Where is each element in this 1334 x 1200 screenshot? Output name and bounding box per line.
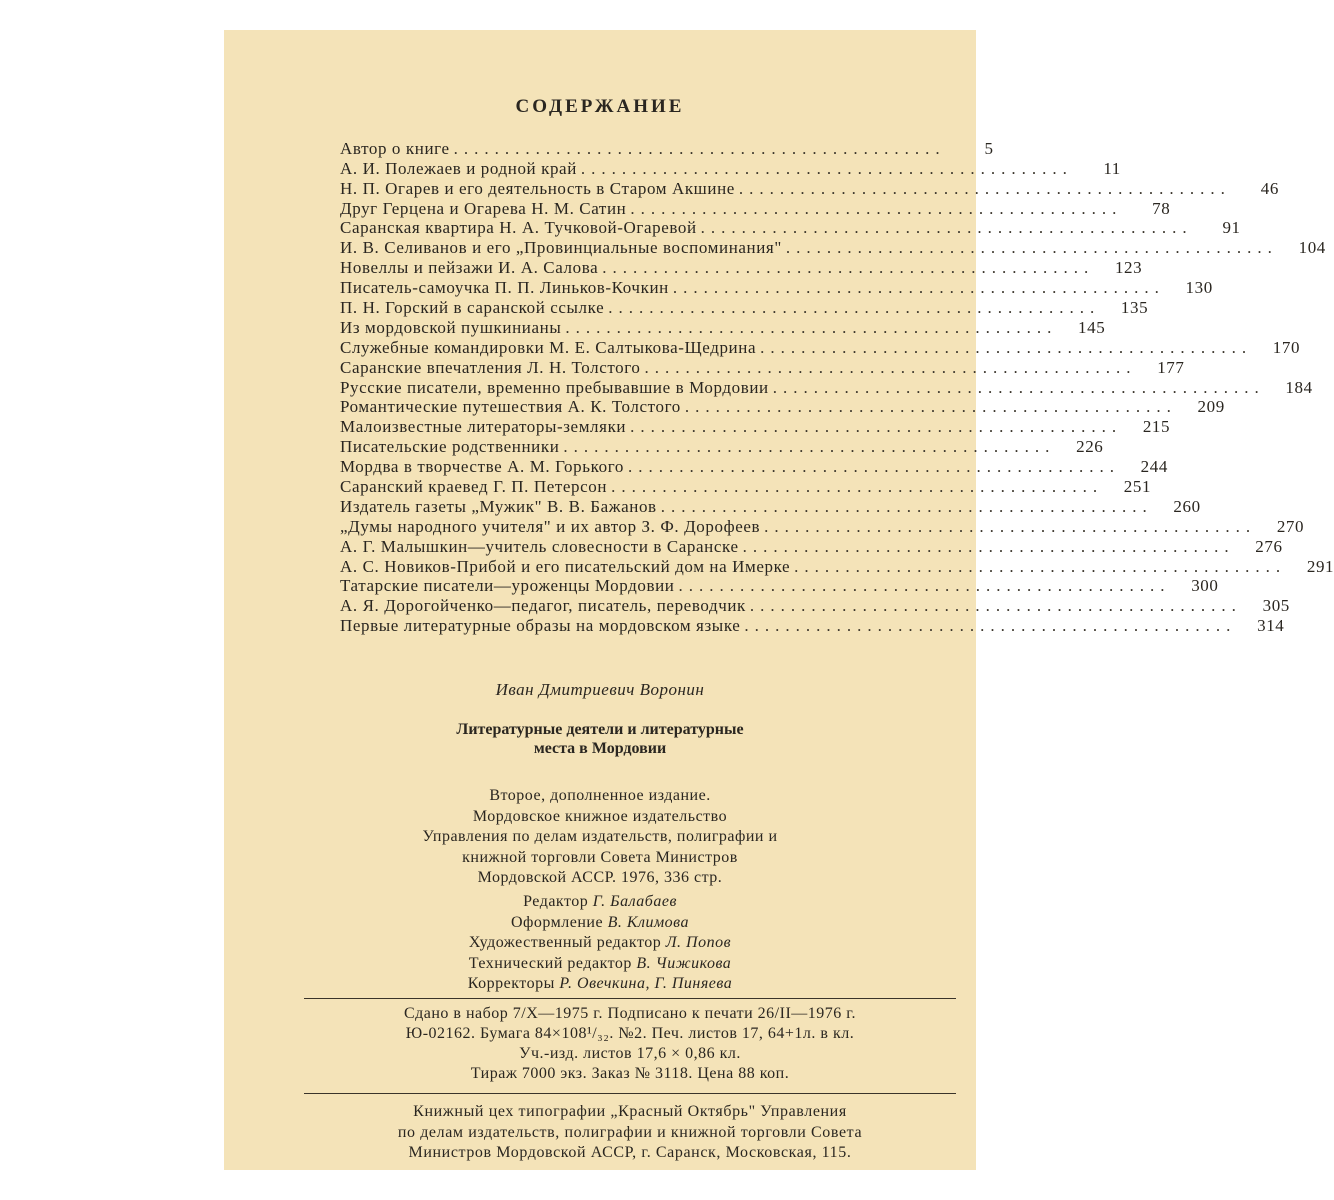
toc-entry: Саранская квартира Н. А. Тучковой-Огаревой ................................................ 91 [340,218,1241,238]
toc-entry: Романтические путешествия А. К. Толстого ................................................ 209 [340,397,1225,417]
credit-line: Оформление В. Климова [510,913,690,931]
book-page [224,30,1334,1170]
toc-entry: Н. П. Огарев и его деятельность в Старом Акшине ................................................ 46 [340,178,1279,198]
toc-entry: Малоизвестные литераторы-земляки ................................................ 215 [340,417,1171,437]
toc-entry: Автор о книге ................................................ 5 [340,138,994,158]
book-title: Литературные деятели и литературные места в Мордовии [456,721,744,757]
toc-entry: А. И. Полежаев и родной край ................................................ 11 [340,158,1121,178]
toc-entry: А. С. Новиков-Прибой и его писательский дом на Имерке ................................................ 291 [340,556,1334,576]
toc-entry: Саранский краевед Г. П. Петерсон ................................................ 251 [340,477,1152,497]
toc-entry: Новеллы и пейзажи И. А. Салова ................................................ 123 [340,258,1143,278]
credits [224,892,976,995]
toc-entry: Писатель-самоучка П. П. Линьков-Кочкин ................................................ 130 [340,278,1213,298]
divider [304,1093,956,1094]
toc-entry: Татарские писатели—уроженцы Мордовии ................................................ 300 [340,576,1219,596]
toc-entry: Русские писатели, временно пребывавшие в Мордовии ................................................ 184 [340,377,1313,397]
toc-entry: Служебные командировки М. Е. Салтыкова-Щедрина ................................................ 170 [340,337,1301,357]
author-name: Иван Дмитриевич Воронин [495,680,705,699]
credit-line: Корректоры Р. Овечкина, Г. Пиняева [467,975,733,992]
credit-line: Художественный редактор Л. Попов [468,934,732,951]
toc-entry: А. Я. Дорогойченко—педагог, писатель, переводчик ................................................ 305 [340,596,1290,616]
credit-line: Редактор Г. Балабаев [523,893,677,910]
toc-entry: А. Г. Малышкин—учитель словесности в Саранске ................................................ 276 [340,536,1283,556]
toc-entry: „Думы народного учителя" и их автор З. Ф. Дорофеев ................................................ 270 [340,516,1305,536]
toc-entry: Первые литературные образы на мордовском языке ................................................ 314 [340,616,1285,636]
divider [304,998,956,999]
toc-entry: И. В. Селиванов и его „Провинциальные воспоминания" ................................................ 104 [340,238,1326,258]
toc-entry: Мордва в творчестве А. М. Горького ................................................ 244 [340,457,1168,477]
contents-title: СОДЕРЖАНИЕ [515,96,685,117]
credit-line: Технический редактор В. Чижикова [468,954,732,972]
toc-entry: П. Н. Горский в саранской ссылке ................................................ 135 [340,298,1149,318]
publication-info: Второе, дополненное издание. Мордовское книжное издательство Управления по делам издательств, полиграфии и книжной торговли Совета Министров Мордовской АССР. 1976, 336 стр. [422,787,778,886]
printer-info: Книжный цех типографии „Красный Октябрь" Управления по делам издательств, полиграфии и книжной торговли Совета Министров Мордовской АССР, г. Саранск, Московская, 115. [397,1103,863,1161]
toc-entry: Саранские впечатления Л. Н. Толстого ................................................ 177 [340,357,1185,377]
toc-entry: Из мордовской пушкинианы ................................................ 145 [340,317,1106,337]
toc-entry: Издатель газеты „Мужик" В. В. Бажанов ................................................ 260 [340,496,1201,516]
toc-entry: Друг Герцена и Огарева Н. М. Сатин ................................................ 78 [340,198,1171,218]
toc-entry: Писательские родственники ................................................ 226 [340,437,1104,457]
table-of-contents [340,138,1334,636]
imprint-info: Сдано в набор 7/X—1975 г. Подписано к печати 26/II—1976 г. Ю-02162. Бумага 84×108¹/₃₂. №2. Печ. листов 17, 64+1л. в кл. Уч.-изд. листов 17,6 × 0,86 кл. Тираж 7000 экз. Заказ № 3118. Цена 88 коп. [403,1005,857,1082]
